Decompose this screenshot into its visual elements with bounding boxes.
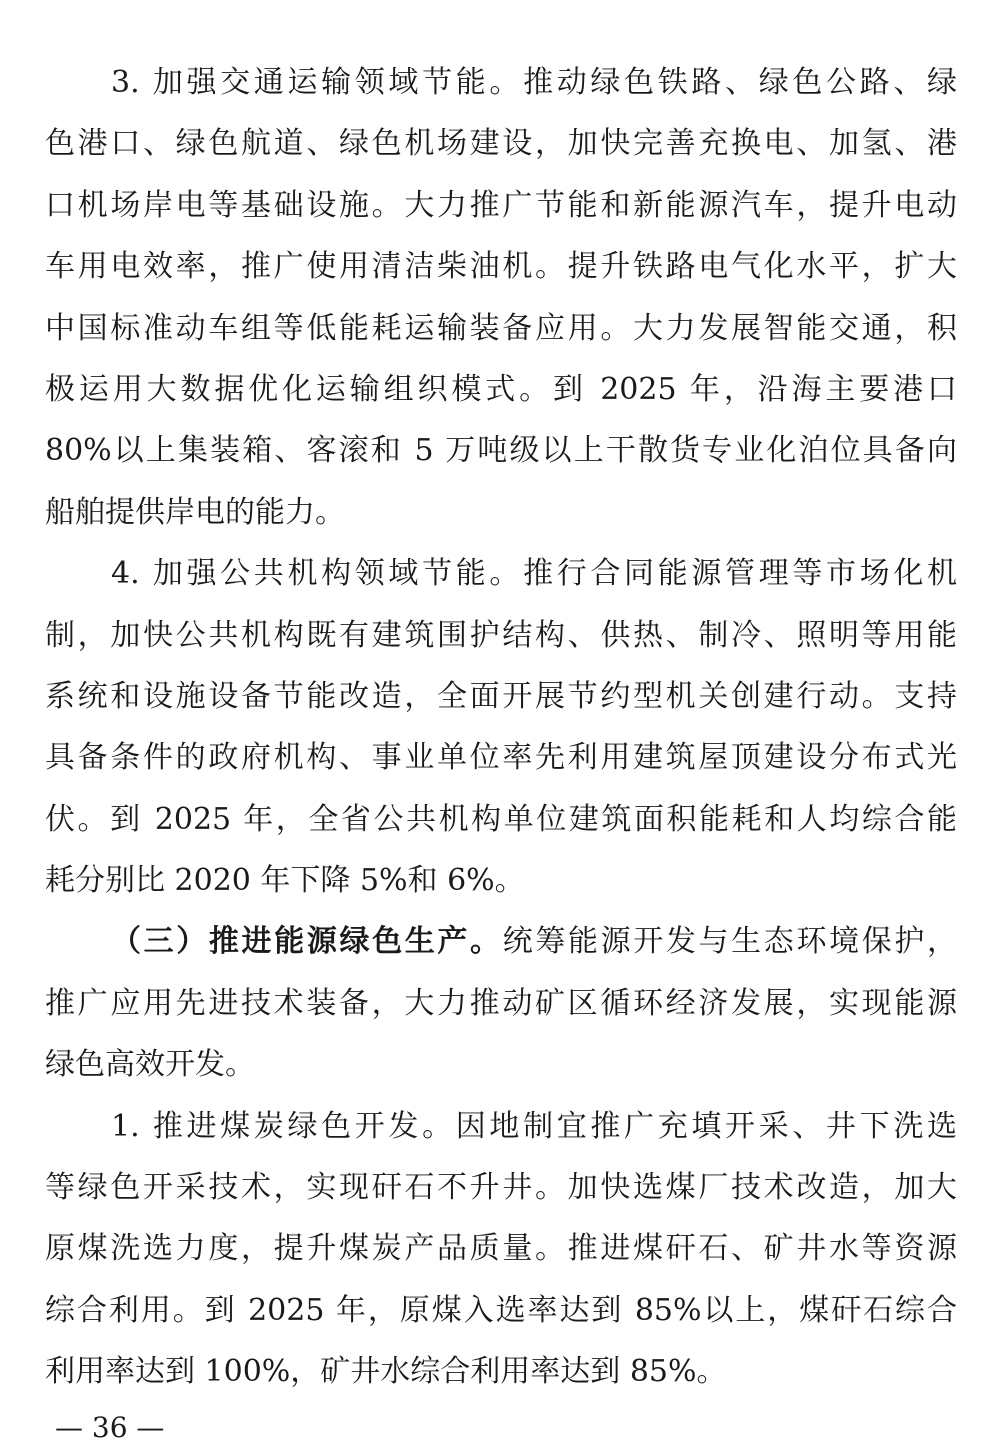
- paragraph-public-institution-energy-saving: [45, 543, 957, 911]
- page-number: — 36 —: [55, 1411, 165, 1444]
- text-line: 系统和设施设备节能改造，全面开展节约型机关创建行动。支持: [45, 678, 957, 714]
- text-line: 1. 推进煤炭绿色开发。因地制宜推广充填开采、井下洗选: [111, 1108, 957, 1144]
- text-line: 伏。到 2025 年，全省公共机构单位建筑面积能耗和人均综合能: [45, 801, 957, 837]
- section-heading: （三）推进能源绿色生产。: [111, 924, 503, 960]
- text-line: 具备条件的政府机构、事业单位率先利用建筑屋顶建设分布式光: [45, 740, 957, 776]
- text-line: 色港口、绿色航道、绿色机场建设，加快完善充换电、加氢、港: [45, 126, 957, 162]
- text-line: 等绿色开采技术，实现矸石不升井。加快选煤厂技术改造，加大: [45, 1170, 957, 1206]
- text-line: 3. 加强交通运输领域节能。推动绿色铁路、绿色公路、绿: [111, 65, 957, 100]
- text-line: 中国标准动车组等低能耗运输装备应用。大力发展智能交通，积: [45, 310, 957, 346]
- text-line: 车用电效率，推广使用清洁柴油机。提升铁路电气化水平，扩大: [45, 249, 957, 285]
- text-line: 综合利用。到 2025 年，原煤入选率达到 85%以上，煤矸石综合: [45, 1292, 957, 1328]
- text-line: 利用率达到 100%，矿井水综合利用率达到 85%。: [45, 1354, 727, 1390]
- text-line: 口机场岸电等基础设施。大力推广节能和新能源汽车，提升电动: [45, 187, 957, 223]
- text-line: 制，加快公共机构既有建筑围护结构、供热、制冷、照明等用能: [45, 617, 957, 653]
- text-line: 推广应用先进技术装备，大力推动矿区循环经济发展，实现能源: [45, 985, 957, 1021]
- paragraph-green-energy-production: [45, 911, 957, 1095]
- text-line: 绿色高效开发。: [45, 1047, 255, 1083]
- text-span: 统筹能源开发与生态环境保护，: [502, 924, 958, 960]
- text-line: 极运用大数据优化运输组织模式。到 2025 年，沿海主要港口: [45, 371, 957, 407]
- text-line: 4. 加强公共机构领域节能。推行合同能源管理等市场化机: [111, 556, 957, 592]
- document-body: [45, 52, 957, 1403]
- text-line: 耗分别比 2020 年下降 5%和 6%。: [45, 863, 525, 899]
- paragraph-coal-green-development: [45, 1096, 957, 1403]
- text-line: 80%以上集装箱、客滚和 5 万吨级以上干散货专业化泊位具备向: [45, 433, 957, 469]
- text-line: 船舶提供岸电的能力。: [45, 494, 345, 530]
- paragraph-transport-energy-saving: [45, 52, 957, 543]
- text-line: 原煤洗选力度，提升煤炭产品质量。推进煤矸石、矿井水等资源: [45, 1231, 957, 1267]
- text-line: [45, 911, 957, 972]
